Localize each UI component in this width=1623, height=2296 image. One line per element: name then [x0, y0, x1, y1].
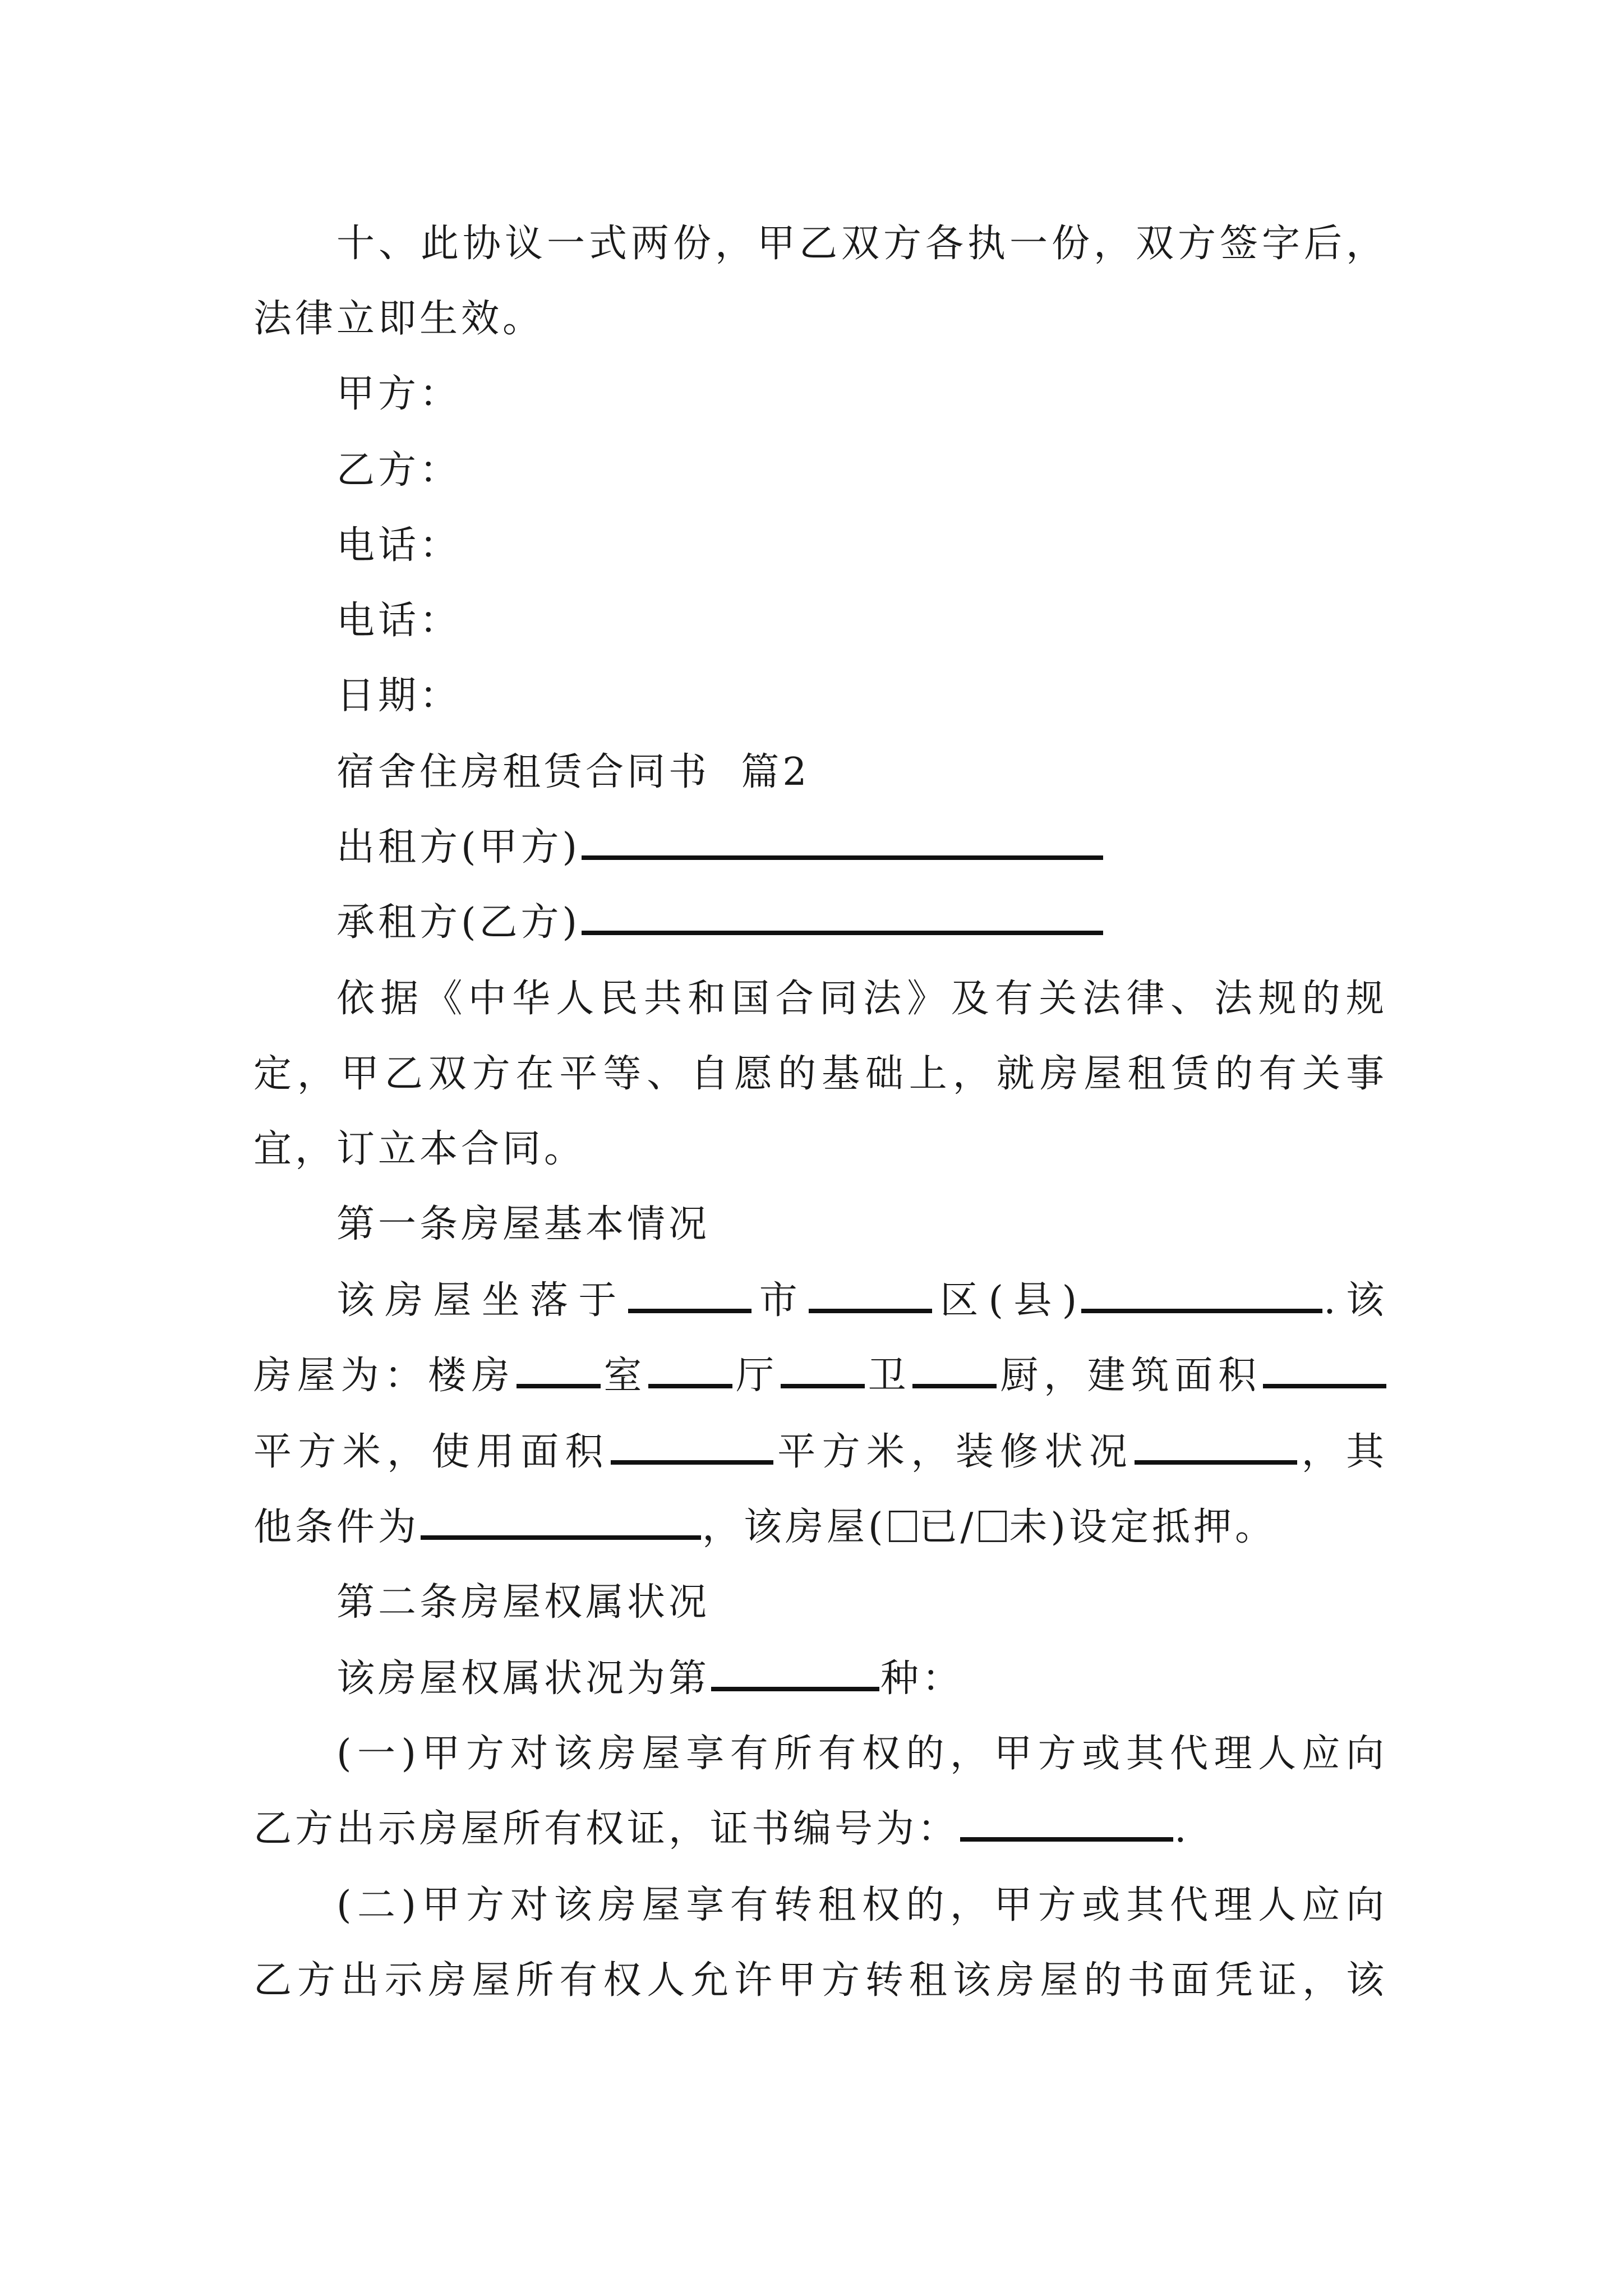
contract-title: 宿舍住房租赁合同书 篇2	[336, 750, 810, 794]
item-1-line-1: (一)甲方对该房屋享有所有权的，甲方或其代理人应向	[336, 1732, 1387, 1776]
text-segment: .	[1174, 1807, 1190, 1851]
not-mortgaged-checkbox[interactable]	[979, 1511, 1007, 1542]
text-segment: 已/	[919, 1505, 977, 1549]
lessor-label: 出租方(甲方)	[336, 825, 581, 869]
text-segment: ，该房屋(	[702, 1505, 887, 1549]
lessee-line	[336, 899, 1387, 947]
article-1-title: 第一条房屋基本情况	[336, 1202, 711, 1246]
party-a-label: 甲方：	[336, 372, 462, 416]
text-segment: 未)设定抵押。	[1009, 1505, 1276, 1549]
text-segment: 室	[601, 1354, 648, 1398]
text-segment: 种：	[880, 1657, 964, 1701]
mortgaged-checkbox[interactable]	[889, 1511, 917, 1542]
other-conditions-blank	[421, 1506, 701, 1540]
article-1-line-2	[253, 1352, 1387, 1400]
text-segment: 市	[752, 1278, 808, 1323]
article-1-line-3	[253, 1428, 1387, 1476]
text-segment: 卫	[865, 1354, 912, 1398]
intro-line-1: 依据《中华人民共和国合同法》及有关法律、法规的规	[336, 977, 1387, 1021]
certificate-number-blank	[960, 1808, 1173, 1842]
text-segment: 他条件为	[253, 1505, 420, 1549]
text-segment: 区(县)	[933, 1278, 1081, 1323]
lessor-line	[336, 823, 1387, 872]
rooms-blank	[517, 1355, 601, 1388]
halls-blank	[648, 1355, 732, 1388]
item-2-line-1: (二)甲方对该房屋享有转租权的，甲方或其代理人应向	[336, 1883, 1387, 1927]
city-blank	[628, 1280, 751, 1313]
clause-10-line-1: 十、此协议一式两份，甲乙双方各执一份，双方签字后，	[336, 222, 1387, 266]
lessee-label: 承租方(乙方)	[336, 900, 581, 945]
lessor-blank	[582, 826, 1103, 860]
phone-label-2: 电话：	[336, 599, 462, 643]
article-1-line-1	[336, 1277, 1387, 1325]
text-segment: 平方米，使用面积	[253, 1430, 610, 1474]
text-segment: ，其	[1298, 1430, 1387, 1474]
text-segment: 厅	[734, 1354, 780, 1398]
intro-line-3: 宜，订立本合同。	[253, 1127, 586, 1171]
baths-blank	[781, 1355, 865, 1388]
article-2-title: 第二条房屋权属状况	[336, 1580, 711, 1625]
text-segment: .该	[1324, 1278, 1387, 1323]
article-1-line-4	[253, 1503, 1387, 1552]
text-segment: 该房屋权属状况为第	[336, 1657, 711, 1701]
lessee-blank	[582, 901, 1103, 935]
kitchens-blank	[912, 1355, 997, 1388]
phone-label-1: 电话：	[336, 523, 462, 568]
article-2-line-1	[336, 1655, 1387, 1703]
text-segment: 厨，建筑面积	[998, 1354, 1262, 1398]
text-segment: 房屋为：楼房	[253, 1354, 515, 1398]
decoration-blank	[1135, 1431, 1297, 1465]
floor-area-blank	[1263, 1355, 1386, 1388]
address-blank	[1081, 1280, 1322, 1313]
ownership-type-blank	[711, 1658, 879, 1691]
usable-area-blank	[611, 1431, 773, 1465]
text-segment: 该房屋坐落于	[336, 1278, 627, 1323]
party-b-label: 乙方：	[336, 448, 462, 493]
date-label: 日期：	[336, 674, 462, 718]
text-segment: 平方米，装修状况	[774, 1430, 1134, 1474]
district-blank	[809, 1280, 932, 1313]
item-2-line-2: 乙方出示房屋所有权人允许甲方转租该房屋的书面凭证，该	[253, 1958, 1387, 2003]
item-1-line-2	[253, 1805, 1387, 1853]
clause-10-line-2: 法律立即生效。	[253, 297, 545, 341]
text-segment: 乙方出示房屋所有权证，证书编号为：	[253, 1807, 960, 1851]
intro-line-2: 定，甲乙双方在平等、自愿的基础上，就房屋租赁的有关事	[253, 1052, 1387, 1096]
